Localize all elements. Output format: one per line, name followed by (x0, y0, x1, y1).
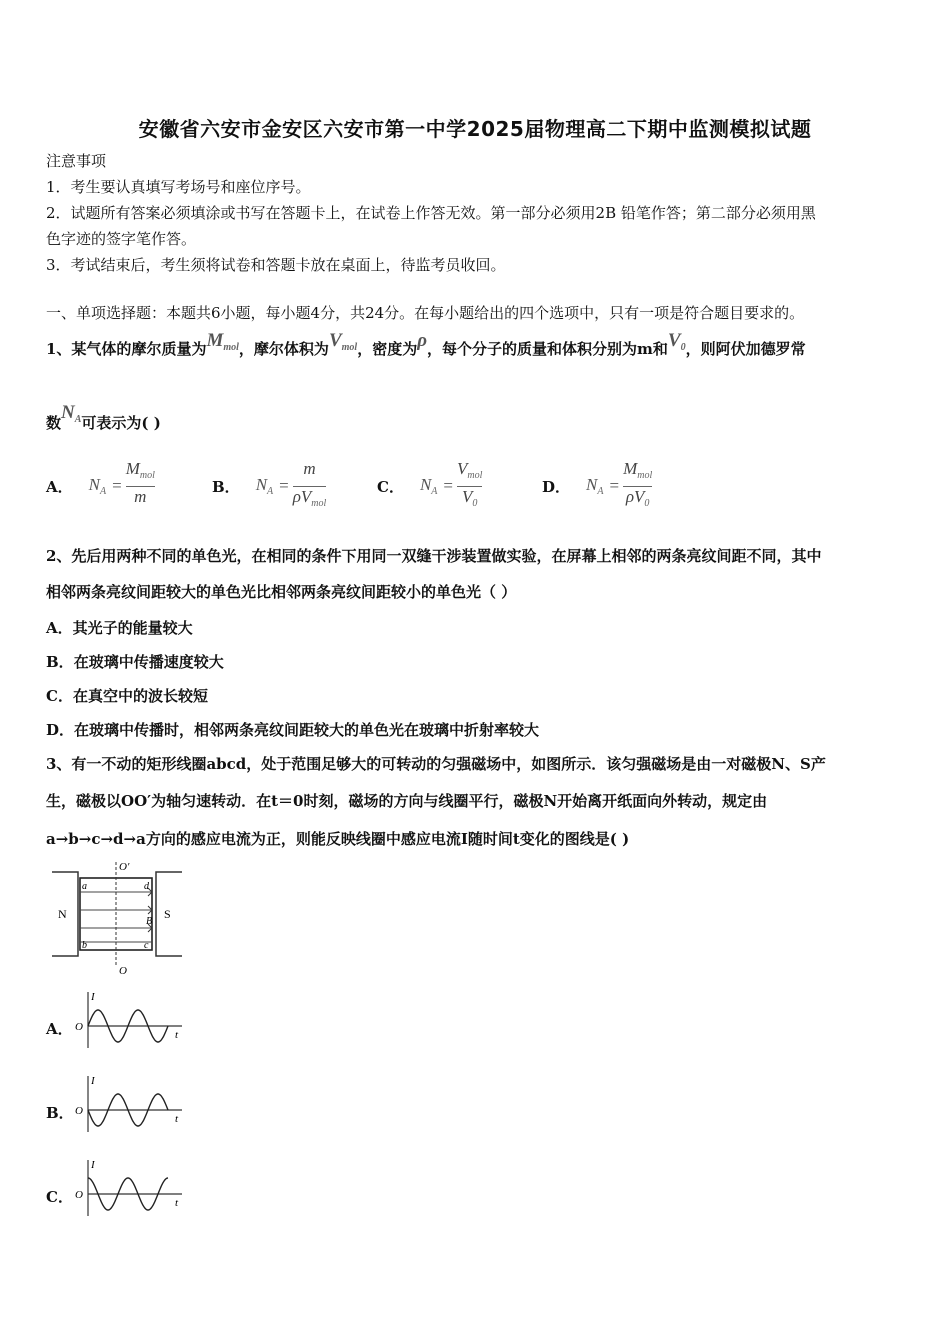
notice-item-3: 3．考试结束后，考生须将试卷和答题卡放在桌面上，待监考员收回。 (46, 256, 506, 274)
section-heading: 一、单项选择题：本题共6小题，每小题4分，共24分。在每小题给出的四个选项中，只有一项是符合题目要求的。 (46, 304, 805, 322)
axis-origin-label: O (75, 1189, 83, 1201)
axis-i-label: I (91, 1075, 95, 1087)
coil-magnet-figure (48, 858, 188, 978)
question-1-option-a[interactable]: A． $N_A$ = $\frac{M_{mol}}{m}$ (46, 458, 155, 514)
question-1-stem-cont: 数$N_A$可表示为( ) (46, 402, 161, 432)
option-label: C． (377, 477, 404, 496)
n-pole-label: N (58, 907, 67, 921)
corner-c-label: c (144, 940, 149, 951)
question-1-option-d[interactable]: D． $N_A$ = $\frac{M_{mol}}{\rho V_0}$ (542, 458, 652, 514)
question-2-option-a[interactable]: A．其光子的能量较大 (46, 619, 193, 637)
question-1-option-c[interactable]: C． $N_A$ = $\frac{V_{mol}}{V_0}$ (377, 458, 482, 514)
axis-bottom-label: O (119, 965, 127, 977)
current-time-graph[interactable] (72, 1156, 187, 1220)
axis-i-label: I (91, 1159, 95, 1171)
formula-lhs: $N_A$ (586, 475, 604, 497)
axis-top-label: O′ (119, 861, 130, 873)
notice-item-1: 1．考生要认真填写考场号和座位序号。 (46, 178, 311, 196)
question-3-option-label[interactable]: C． (46, 1188, 73, 1206)
formula-lhs: $N_A$ (419, 475, 438, 497)
corner-b-label: b (82, 940, 87, 951)
notice-heading: 注意事项 (46, 152, 107, 170)
question-3-stem-cont-2: a→b→c→d→a方向的感应电流为正，则能反映线圈中感应电流I随时间t变化的图线是( ) (46, 830, 630, 848)
question-1-stem: 1、某气体的摩尔质量为$M_{mol}$，摩尔体积为$V_{mol}$，密度为ρ，每个分子的质量和体积分别为m和$V_0$，则阿伏加德罗常 (46, 330, 806, 358)
formula-fraction: $\frac{m}{\rho V_{mol}}$ (292, 458, 327, 509)
s-pole-label: S (164, 907, 171, 921)
axis-t-label: t (175, 1029, 179, 1041)
current-time-graph[interactable] (72, 988, 187, 1052)
corner-a-label: a (82, 881, 87, 892)
symbol-NA: $N_A$ (61, 402, 82, 425)
axis-i-label: I (91, 991, 95, 1003)
symbol-M: $M_{mol}$ (206, 330, 239, 353)
formula-fraction: $\frac{M_{mol}}{m}$ (125, 458, 155, 506)
current-time-graph[interactable] (72, 1072, 187, 1136)
question-2-stem: 2、先后用两种不同的单色光，在相同的条件下用同一双缝干涉装置做实验，在屏幕上相邻的两条亮纹间距不同，其中 (46, 547, 822, 565)
page-title: 安徽省六安市金安区六安市第一中学2025届物理高二下期中监测模拟试题 (138, 117, 812, 141)
axis-origin-label: O (75, 1021, 83, 1033)
axis-t-label: t (175, 1197, 179, 1209)
axis-origin-label: O (75, 1105, 83, 1117)
question-3-stem-cont: 生，磁极以OO′为轴匀速转动．在t＝0时刻，磁场的方向与线圈平行，磁极N开始离开纸面向外转动，规定由 (46, 792, 768, 810)
field-b-label: B (146, 916, 153, 927)
symbol-V: $V_{mol}$ (328, 330, 358, 353)
formula-fraction: $\frac{V_{mol}}{V_0}$ (457, 458, 483, 509)
question-1-option-b[interactable]: B． $N_A$ = $\frac{m}{\rho V_{mol}}$ (212, 458, 326, 514)
question-2-stem-cont: 相邻两条亮纹间距较大的单色光比相邻两条亮纹间距较小的单色光（ ） (46, 583, 517, 601)
question-3-option-label[interactable]: A． (46, 1020, 73, 1038)
option-label: B． (212, 477, 240, 496)
question-2-option-c[interactable]: C．在真空中的波长较短 (46, 687, 208, 705)
notice-item-2: 2．试题所有答案必须填涂或书写在答题卡上，在试卷上作答无效。第一部分必须用2B 铅笔作答；第二部分必须用黑 (46, 204, 816, 222)
notice-item-2-cont: 色字迹的签字笔作答。 (46, 230, 197, 248)
question-2-option-b[interactable]: B．在玻璃中传播速度较大 (46, 653, 224, 671)
question-3-option-label[interactable]: B． (46, 1104, 74, 1122)
formula-lhs: $N_A$ (88, 475, 107, 497)
formula-fraction: $\frac{M_{mol}}{\rho V_0}$ (623, 458, 653, 509)
question-3-stem: 3、有一不动的矩形线圈abcd，处于范围足够大的可转动的匀强磁场中，如图所示．该匀强磁场是由一对磁极N、S产 (46, 755, 826, 773)
option-label: D． (542, 477, 571, 496)
option-label: A． (46, 477, 73, 496)
axis-t-label: t (175, 1113, 179, 1125)
symbol-V0: $V_0$ (667, 330, 686, 353)
question-2-option-d[interactable]: D．在玻璃中传播时，相邻两条亮纹间距较大的单色光在玻璃中折射率较大 (46, 721, 540, 739)
symbol-rho: ρ (417, 330, 427, 351)
corner-d-label: d (144, 881, 149, 892)
formula-lhs: $N_A$ (255, 475, 274, 497)
